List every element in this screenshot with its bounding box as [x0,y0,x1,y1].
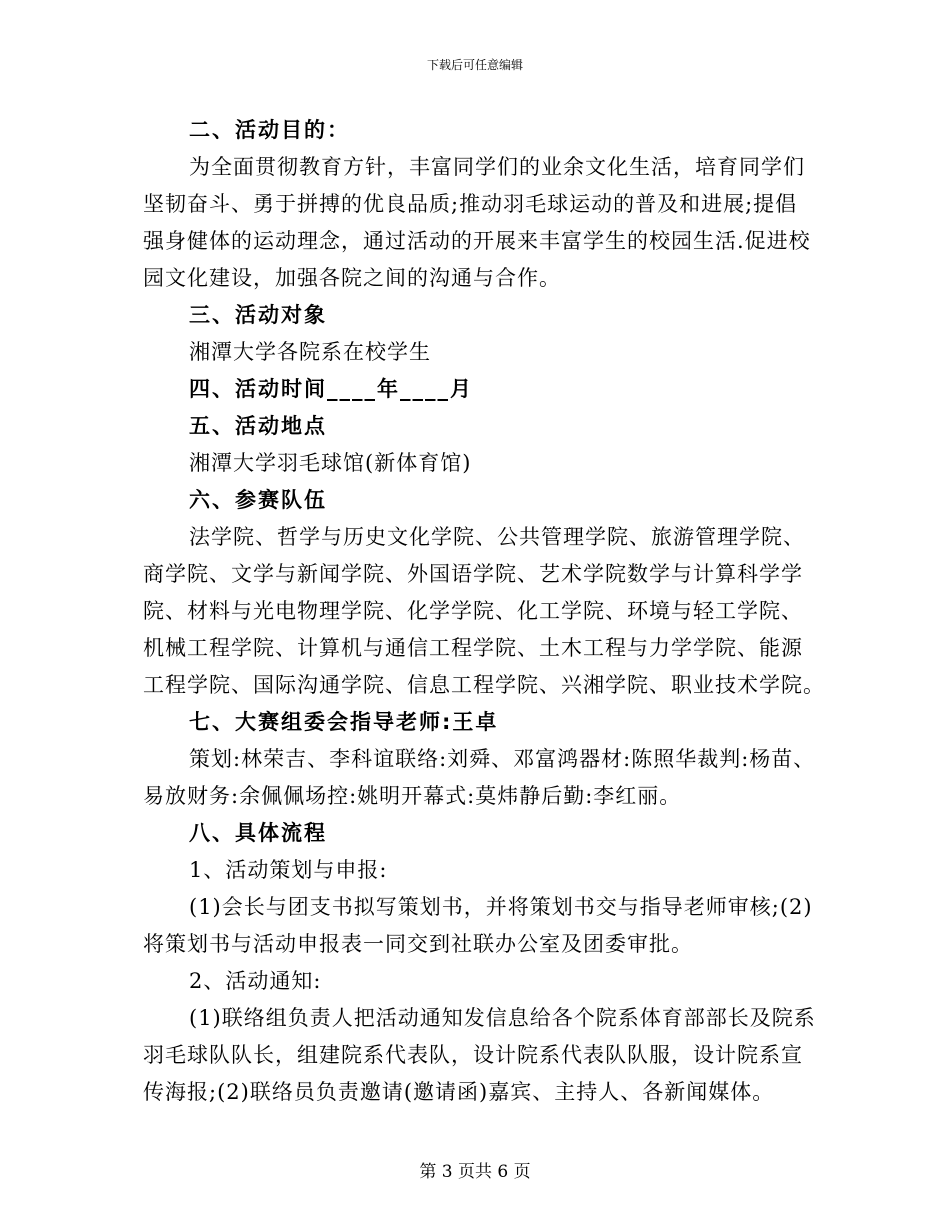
section-heading: 八、具体流程 [189,821,327,845]
section-heading: 五、活动地点 [189,414,327,438]
paragraph-line: 湘潭大学各院系在校学生 [189,340,431,364]
section-heading: 六、参赛队伍 [189,488,327,512]
section-heading: 三、活动对象 [189,303,327,327]
paragraph-line: 工程学院、国际沟通学院、信息工程学院、兴湘学院、职业技术学院。 [143,673,825,697]
paragraph-line: 机械工程学院、计算机与通信工程学院、土木工程与力学学院、能源 [143,636,803,660]
paragraph-line: 传海报;(2)联络员负责邀请(邀请函)嘉宾、主持人、各新闻媒体。 [143,1080,775,1104]
paragraph-line: 将策划书与活动申报表一同交到社联办公室及团委审批。 [143,932,693,956]
paragraph-line: 强身健体的运动理念，通过活动的开展来丰富学生的校园生活.促进校 [143,229,811,253]
paragraph-line: 商学院、文学与新闻学院、外国语学院、艺术学院数学与计算科学学 [143,562,803,586]
paragraph-line: 湘潭大学羽毛球馆(新体育馆) [189,451,472,475]
paragraph-line: 策划:林荣吉、李科谊联络:刘舜、邓富鸿器材:陈照华裁判:杨苗、 [189,747,816,771]
paragraph-line: 院、材料与光电物理学院、化学学院、化工学院、环境与轻工学院、 [143,599,803,623]
document-body [143,112,825,1111]
paragraph-line: (1)联络组负责人把活动通知发信息给各个院系体育部部长及院系 [189,1006,816,1030]
paragraph-line: 园文化建设，加强各院之间的沟通与合作。 [143,266,561,290]
page-header: 下载后可任意编辑 [426,58,523,72]
paragraph-line: 1、活动策划与申报: [189,858,388,882]
paragraph-line: 为全面贯彻教育方针，丰富同学们的业余文化生活，培育同学们 [189,155,805,179]
page-footer: 第 3 页共 6 页 [419,1162,531,1182]
paragraph-line: (1)会长与团支书拟写策划书，并将策划书交与指导老师审核;(2) [189,895,813,919]
section-heading: 二、活动目的： [189,118,350,142]
paragraph-line: 羽毛球队队长，组建院系代表队，设计院系代表队队服，设计院系宣 [143,1043,803,1067]
paragraph-line: 法学院、哲学与历史文化学院、公共管理学院、旅游管理学院、 [189,525,805,549]
paragraph-line: 2、活动通知: [189,969,322,993]
section-heading: 七、大赛组委会指导老师:王卓 [189,710,499,734]
section-heading: 四、活动时间____年____月 [189,377,473,401]
paragraph-line: 易放财务:余佩佩场控:姚明开幕式:莫炜静后勤:李红丽。 [143,784,682,808]
paragraph-line: 坚韧奋斗、勇于拼搏的优良品质;推动羽毛球运动的普及和进展;提倡 [143,192,798,216]
